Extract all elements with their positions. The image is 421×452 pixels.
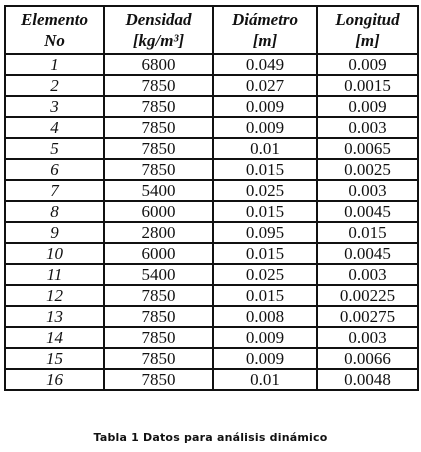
table-row: [5, 117, 418, 138]
table-row: [5, 306, 418, 327]
cell-elemento: 8: [5, 201, 104, 222]
cell-elemento: 1: [5, 54, 104, 75]
cell-diametro: 0.009: [213, 117, 317, 138]
cell-diametro: 0.027: [213, 75, 317, 96]
cell-longitud: 0.009: [317, 54, 418, 75]
cell-longitud: 0.003: [317, 327, 418, 348]
cell-densidad: 7850: [104, 138, 213, 159]
cell-longitud: 0.0045: [317, 243, 418, 264]
cell-densidad: 6000: [104, 243, 213, 264]
header-densidad-line1: Densidad: [125, 10, 192, 29]
header-diametro-line2: [m]: [252, 31, 278, 50]
cell-diametro: 0.015: [213, 243, 317, 264]
table-row: [5, 222, 418, 243]
header-row: [5, 6, 418, 54]
cell-elemento: 10: [5, 243, 104, 264]
cell-densidad: 5400: [104, 180, 213, 201]
cell-longitud: 0.0045: [317, 201, 418, 222]
cell-elemento: 12: [5, 285, 104, 306]
cell-diametro: 0.015: [213, 159, 317, 180]
table-row: [5, 159, 418, 180]
cell-densidad: 7850: [104, 96, 213, 117]
cell-longitud: 0.0065: [317, 138, 418, 159]
cell-diametro: 0.095: [213, 222, 317, 243]
cell-densidad: 7850: [104, 348, 213, 369]
cell-diametro: 0.009: [213, 348, 317, 369]
table-row: [5, 264, 418, 285]
cell-longitud: 0.003: [317, 180, 418, 201]
table-row: [5, 348, 418, 369]
cell-elemento: 2: [5, 75, 104, 96]
cell-densidad: 6000: [104, 201, 213, 222]
header-longitud: [317, 6, 418, 54]
cell-densidad: 7850: [104, 327, 213, 348]
cell-densidad: 7850: [104, 285, 213, 306]
cell-elemento: 14: [5, 327, 104, 348]
header-diametro: [213, 6, 317, 54]
cell-longitud: 0.00225: [317, 285, 418, 306]
cell-elemento: 5: [5, 138, 104, 159]
table-row: [5, 369, 418, 390]
cell-densidad: 7850: [104, 159, 213, 180]
cell-elemento: 6: [5, 159, 104, 180]
cell-elemento: 7: [5, 180, 104, 201]
cell-diametro: 0.008: [213, 306, 317, 327]
cell-densidad: 6800: [104, 54, 213, 75]
cell-densidad: 2800: [104, 222, 213, 243]
cell-elemento: 3: [5, 96, 104, 117]
table-row: [5, 75, 418, 96]
cell-densidad: 7850: [104, 369, 213, 390]
cell-elemento: 13: [5, 306, 104, 327]
cell-longitud: 0.0066: [317, 348, 418, 369]
header-elemento-line2: No: [44, 31, 65, 50]
cell-longitud: 0.003: [317, 264, 418, 285]
cell-diametro: 0.009: [213, 96, 317, 117]
cell-elemento: 11: [5, 264, 104, 285]
cell-diametro: 0.049: [213, 54, 317, 75]
table-row: [5, 243, 418, 264]
cell-diametro: 0.01: [213, 138, 317, 159]
cell-longitud: 0.003: [317, 117, 418, 138]
cell-longitud: 0.0015: [317, 75, 418, 96]
cell-densidad: 7850: [104, 117, 213, 138]
cell-elemento: 9: [5, 222, 104, 243]
table-row: [5, 201, 418, 222]
cell-elemento: 15: [5, 348, 104, 369]
cell-densidad: 7850: [104, 306, 213, 327]
cell-longitud: 0.0025: [317, 159, 418, 180]
cell-diametro: 0.025: [213, 264, 317, 285]
header-densidad-line2: [kg/m³]: [132, 31, 185, 50]
cell-diametro: 0.015: [213, 201, 317, 222]
cell-densidad: 7850: [104, 75, 213, 96]
table-row: [5, 54, 418, 75]
table-row: [5, 180, 418, 201]
cell-longitud: 0.0048: [317, 369, 418, 390]
table-row: [5, 96, 418, 117]
table-body: [5, 54, 418, 390]
cell-diametro: 0.009: [213, 327, 317, 348]
cell-elemento: 16: [5, 369, 104, 390]
cell-diametro: 0.015: [213, 285, 317, 306]
header-longitud-line1: Longitud: [335, 10, 400, 29]
header-elemento: [5, 6, 104, 54]
cell-diametro: 0.025: [213, 180, 317, 201]
header-longitud-line2: [m]: [355, 31, 380, 50]
cell-diametro: 0.01: [213, 369, 317, 390]
table-caption: Tabla 1 Datos para análisis dinámico: [93, 431, 328, 444]
table-row: [5, 327, 418, 348]
table-row: [5, 285, 418, 306]
cell-elemento: 4: [5, 117, 104, 138]
table-row: [5, 138, 418, 159]
cell-longitud: 0.015: [317, 222, 418, 243]
cell-longitud: 0.00275: [317, 306, 418, 327]
data-table: [4, 5, 419, 391]
cell-longitud: 0.009: [317, 96, 418, 117]
header-elemento-line1: Elemento: [20, 10, 89, 29]
header-densidad: [104, 6, 213, 54]
header-diametro-line1: Diámetro: [231, 10, 299, 29]
cell-densidad: 5400: [104, 264, 213, 285]
